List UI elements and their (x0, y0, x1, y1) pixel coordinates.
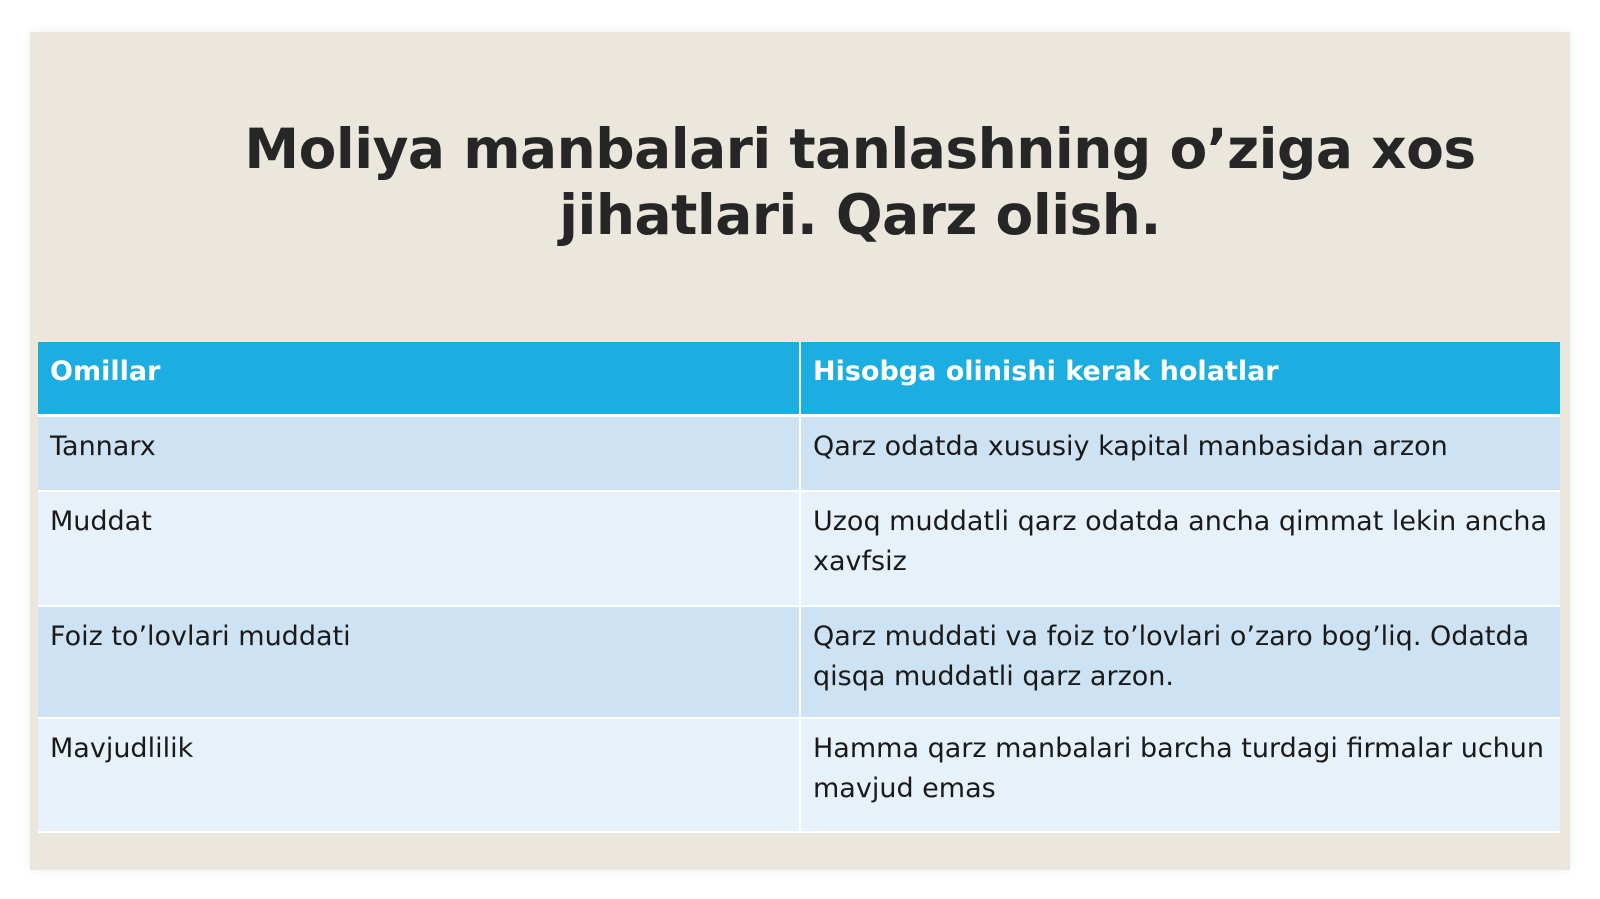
factor-cell: Muddat (38, 491, 800, 606)
column-header-factors: Omillar (38, 342, 800, 416)
table-row (38, 718, 1560, 832)
factor-cell: Mavjudlilik (38, 718, 800, 832)
consideration-cell: Uzoq muddatli qarz odatda ancha qimmat lekin ancha xavfsiz (800, 491, 1560, 606)
table-header-row (38, 342, 1560, 416)
factors-table (38, 342, 1560, 833)
consideration-cell: Qarz odatda xususiy kapital manbasidan arzon (800, 416, 1560, 492)
table-row (38, 416, 1560, 492)
consideration-cell: Qarz muddati va foiz to’lovlari o’zaro bog’liq. Odatda qisqa muddatli qarz arzon. (800, 606, 1560, 718)
slide-title: Moliya manbalari tanlashning o’ziga xos jihatlari. Qarz olish. (244, 117, 1476, 247)
slide (30, 32, 1570, 870)
factor-cell: Tannarx (38, 416, 800, 492)
factor-cell: Foiz to’lovlari muddati (38, 606, 800, 718)
column-header-considerations: Hisobga olinishi kerak holatlar (800, 342, 1560, 416)
table-row (38, 491, 1560, 606)
consideration-cell: Hamma qarz manbalari barcha turdagi firmalar uchun mavjud emas (800, 718, 1560, 832)
table-row (38, 606, 1560, 718)
